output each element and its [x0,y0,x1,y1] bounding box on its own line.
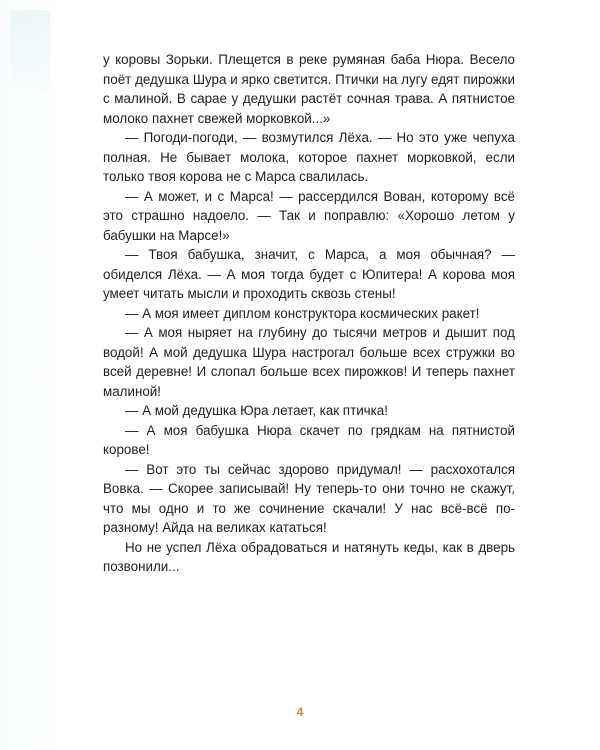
paragraph-6: — А моя ныряет на глубину до тысячи метров и дышит под водой! А мой дедушка Шура настрогал больше всех стружки во всей деревне! И слопал больше всех пирожков! И теперь пахнет малиной! [103,325,515,399]
paragraph-8: — А моя бабушка Нюра скачет по грядкам на пятнистой корове! [103,422,515,457]
paragraph-5: — А моя имеет диплом конструктора космических ракет! [125,305,480,321]
paragraph-10: Но не успел Лёха обрадоваться и натянуть кеды, как в дверь позвонили... [103,539,515,574]
paragraph-3: — А может, и с Марса! — рассердился Вован, которому всё это страшно надоело. — Так и поправлю: «Хорошо летом у бабушки на Марсе!» [103,188,515,243]
book-page-text [103,50,515,577]
page-number: 4 [296,705,304,719]
paragraph-1: у коровы Зорьки. Плещется в реке румяная баба Нюра. Весело поёт дедушка Шура и ярко светится. Птички на лугу едят пирожки с малиной. В сарае у дедушки растёт сочная трава. А пятнистое молоко пахнет свежей морковкой...» [103,52,515,126]
paragraph-7: — А мой дедушка Юра летает, как птичка! [125,403,388,418]
paragraph-4: — Твоя бабушка, значит, с Марса, а моя обычная? — обиделся Лёха. — А моя тогда будет с Юпитера! А корова моя умеет читать мысли и проходить сквозь стены! [103,247,515,301]
edge-decoration [10,10,50,90]
page-edge-strip [0,0,58,750]
paragraph-9: — Вот это ты сейчас здорово придумал! — расхохотался Вовка. — Скорее записывай! Ну теперь-то они точно не скажут, что мы одно и то же сочинение скачали! У нас всё-всё по-разному! Айда на великах кататься! [103,461,515,535]
paragraph-2: — Погоди-погоди, — возмутился Лёха. — Но это уже чепуха полная. Не бывает молока, которое пахнет морковкой, если только твоя корова не с Марса свалилась. [103,130,515,184]
